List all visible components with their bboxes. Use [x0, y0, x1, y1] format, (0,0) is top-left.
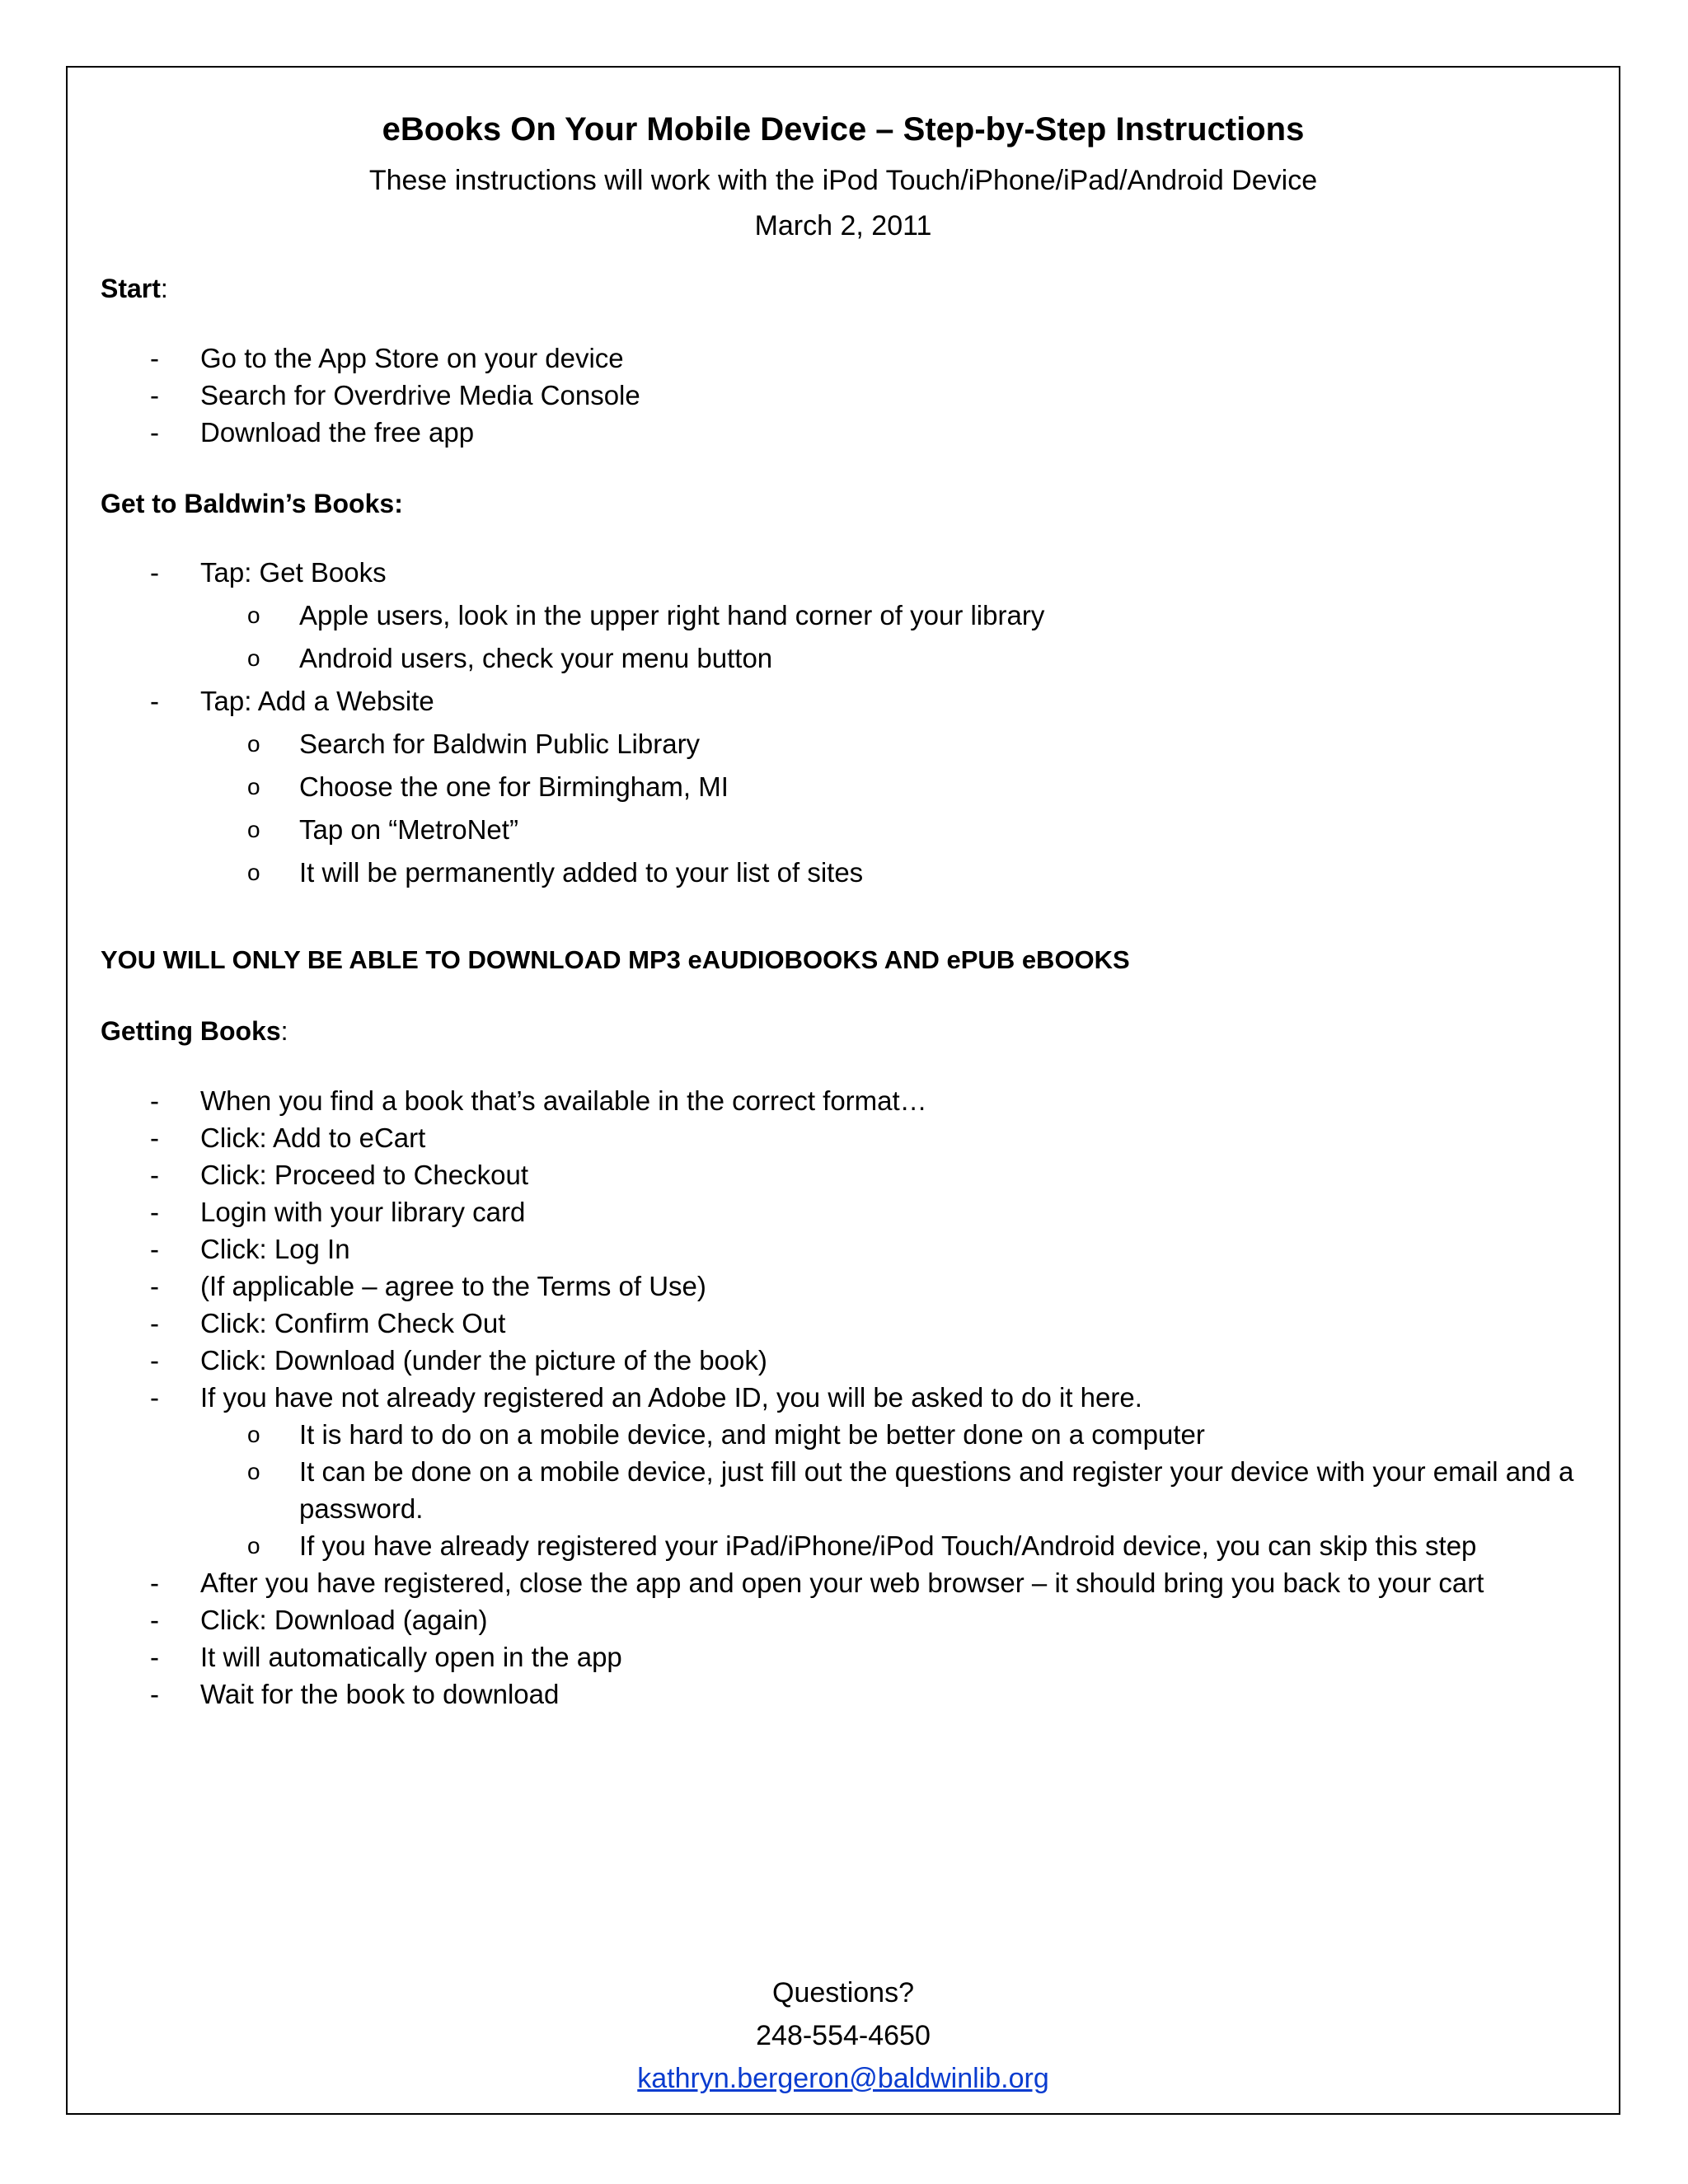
- getting-books-heading-colon: :: [280, 1016, 288, 1046]
- sub-list-item-text: Apple users, look in the upper right hand corner of your library: [299, 600, 1045, 630]
- list-item: [101, 340, 1586, 377]
- sub-list-item-text: It will be permanently added to your list of sites: [299, 857, 864, 888]
- start-heading-colon: :: [160, 274, 168, 303]
- dash-marker: -: [150, 1308, 159, 1338]
- list-item-text: Go to the App Store on your device: [200, 343, 624, 373]
- dash-marker: -: [150, 1605, 159, 1635]
- list-item-text: If you have not already registered an Adobe ID, you will be asked to do it here.: [200, 1382, 1142, 1413]
- getting-books-list-2: [101, 1564, 1586, 1713]
- sub-list-item-text: If you have already registered your iPad/iPhone/iPod Touch/Android device, you can skip this step: [299, 1530, 1477, 1561]
- dash-marker: -: [150, 1345, 159, 1376]
- dash-marker: -: [150, 1197, 159, 1227]
- list-item-text: Search for Overdrive Media Console: [200, 380, 640, 410]
- list-item: [101, 1564, 1586, 1601]
- list-item-text: Click: Proceed to Checkout: [200, 1160, 529, 1190]
- dash-marker: -: [150, 1568, 159, 1598]
- dash-marker: -: [150, 1122, 159, 1153]
- sub-list-item: [199, 637, 1586, 680]
- getting-books-heading: [101, 1013, 1586, 1049]
- sub-list-item-text: It can be done on a mobile device, just fill out the questions and register your device with your email and a password.: [299, 1456, 1574, 1524]
- dash-marker: -: [150, 1234, 159, 1264]
- page-date: March 2, 2011: [754, 210, 932, 241]
- list-item: [101, 1379, 1586, 1416]
- sub-list-item: [199, 1416, 1586, 1453]
- start-heading: [101, 270, 1586, 307]
- sub-list-item: [199, 594, 1586, 637]
- dash-marker: -: [150, 1160, 159, 1190]
- list-item-text: Download the free app: [200, 417, 475, 448]
- sub-list-item-text: Android users, check your menu button: [299, 643, 773, 673]
- dash-marker: -: [150, 343, 159, 373]
- get-books-sublist-1: [199, 594, 1586, 680]
- dash-marker: -: [150, 1085, 159, 1116]
- list-item: [101, 1268, 1586, 1305]
- dash-marker: -: [150, 1642, 159, 1672]
- list-item-text: After you have registered, close the app and open your web browser – it should bring you back to your cart: [200, 1568, 1484, 1598]
- circle-marker: o: [247, 645, 260, 671]
- start-heading-label: Start: [101, 274, 161, 303]
- circle-marker: o: [247, 774, 260, 799]
- circle-marker: o: [247, 1422, 260, 1447]
- start-list: [101, 340, 1586, 451]
- list-item-text: Click: Log In: [200, 1234, 350, 1264]
- questions-label: Questions?: [772, 1977, 914, 2008]
- list-item: [101, 1342, 1586, 1379]
- list-item: [101, 1675, 1586, 1713]
- list-item-text: (If applicable – agree to the Terms of Use): [200, 1271, 706, 1301]
- email-link[interactable]: kathryn.bergeron@baldwinlib.org: [637, 2063, 1049, 2094]
- sub-list-item: [199, 851, 1586, 894]
- list-item-text: Tap: Add a Website: [200, 686, 434, 716]
- circle-marker: o: [247, 1459, 260, 1484]
- phone-number: 248-554-4650: [756, 2020, 931, 2051]
- getting-books-heading-label: Getting Books: [101, 1016, 281, 1046]
- contact-footer: [101, 1971, 1586, 2100]
- format-warning: YOU WILL ONLY BE ABLE TO DOWNLOAD MP3 eAUDIOBOOKS AND ePUB eBOOKS: [101, 945, 1130, 974]
- page-border: [66, 66, 1620, 2115]
- list-item-text: Click: Download (again): [200, 1605, 488, 1635]
- list-item-text: Wait for the book to download: [200, 1679, 560, 1709]
- dash-marker: -: [150, 1679, 159, 1709]
- get-books-heading: [101, 485, 1586, 522]
- sub-list-item-text: Tap on “MetroNet”: [299, 814, 518, 845]
- list-item: [101, 1230, 1586, 1268]
- list-item-text: When you find a book that’s available in the correct format…: [200, 1085, 927, 1116]
- dash-marker: -: [150, 1271, 159, 1301]
- get-books-list: [101, 551, 1586, 594]
- list-item: [101, 1305, 1586, 1342]
- list-item: [101, 1193, 1586, 1230]
- circle-marker: o: [247, 860, 260, 885]
- list-item: [101, 377, 1586, 414]
- list-item: [101, 1638, 1586, 1675]
- list-item-text: Click: Confirm Check Out: [200, 1308, 506, 1338]
- list-item-text: Login with your library card: [200, 1197, 526, 1227]
- list-item: [101, 551, 1586, 594]
- get-books-sublist-2: [199, 723, 1586, 894]
- getting-books-list: [101, 1082, 1586, 1416]
- list-item-text: Tap: Get Books: [200, 557, 387, 588]
- dash-marker: -: [150, 557, 159, 588]
- list-item: [101, 1082, 1586, 1119]
- list-item: [101, 1119, 1586, 1156]
- get-books-heading-label: Get to Baldwin’s Books:: [101, 489, 403, 518]
- dash-marker: -: [150, 380, 159, 410]
- circle-marker: o: [247, 1533, 260, 1558]
- list-item-text: Click: Download (under the picture of the book): [200, 1345, 767, 1376]
- sub-list-item: [199, 1453, 1586, 1527]
- dash-marker: -: [150, 686, 159, 716]
- sub-list-item: [199, 1527, 1586, 1564]
- adobe-id-sublist: [199, 1416, 1586, 1564]
- sub-list-item: [199, 766, 1586, 808]
- sub-list-item-text: Search for Baldwin Public Library: [299, 729, 701, 759]
- list-item: [101, 680, 1586, 723]
- sub-list-item: [199, 808, 1586, 851]
- list-item-text: Click: Add to eCart: [200, 1122, 426, 1153]
- circle-marker: o: [247, 731, 260, 757]
- sub-list-item: [199, 723, 1586, 766]
- document-content: [101, 101, 1586, 2094]
- get-books-list-2: [101, 680, 1586, 723]
- circle-marker: o: [247, 602, 260, 628]
- list-item: [101, 1601, 1586, 1638]
- list-item-text: It will automatically open in the app: [200, 1642, 622, 1672]
- dash-marker: -: [150, 417, 159, 448]
- page-subtitle: These instructions will work with the iPod Touch/iPhone/iPad/Android Device: [368, 165, 1318, 196]
- circle-marker: o: [247, 817, 260, 842]
- sub-list-item-text: Choose the one for Birmingham, MI: [299, 771, 729, 802]
- dash-marker: -: [150, 1382, 159, 1413]
- list-item: [101, 414, 1586, 451]
- list-item: [101, 1156, 1586, 1193]
- sub-list-item-text: It is hard to do on a mobile device, and might be better done on a computer: [299, 1419, 1205, 1450]
- page-title: eBooks On Your Mobile Device – Step-by-Step Instructions: [382, 111, 1305, 148]
